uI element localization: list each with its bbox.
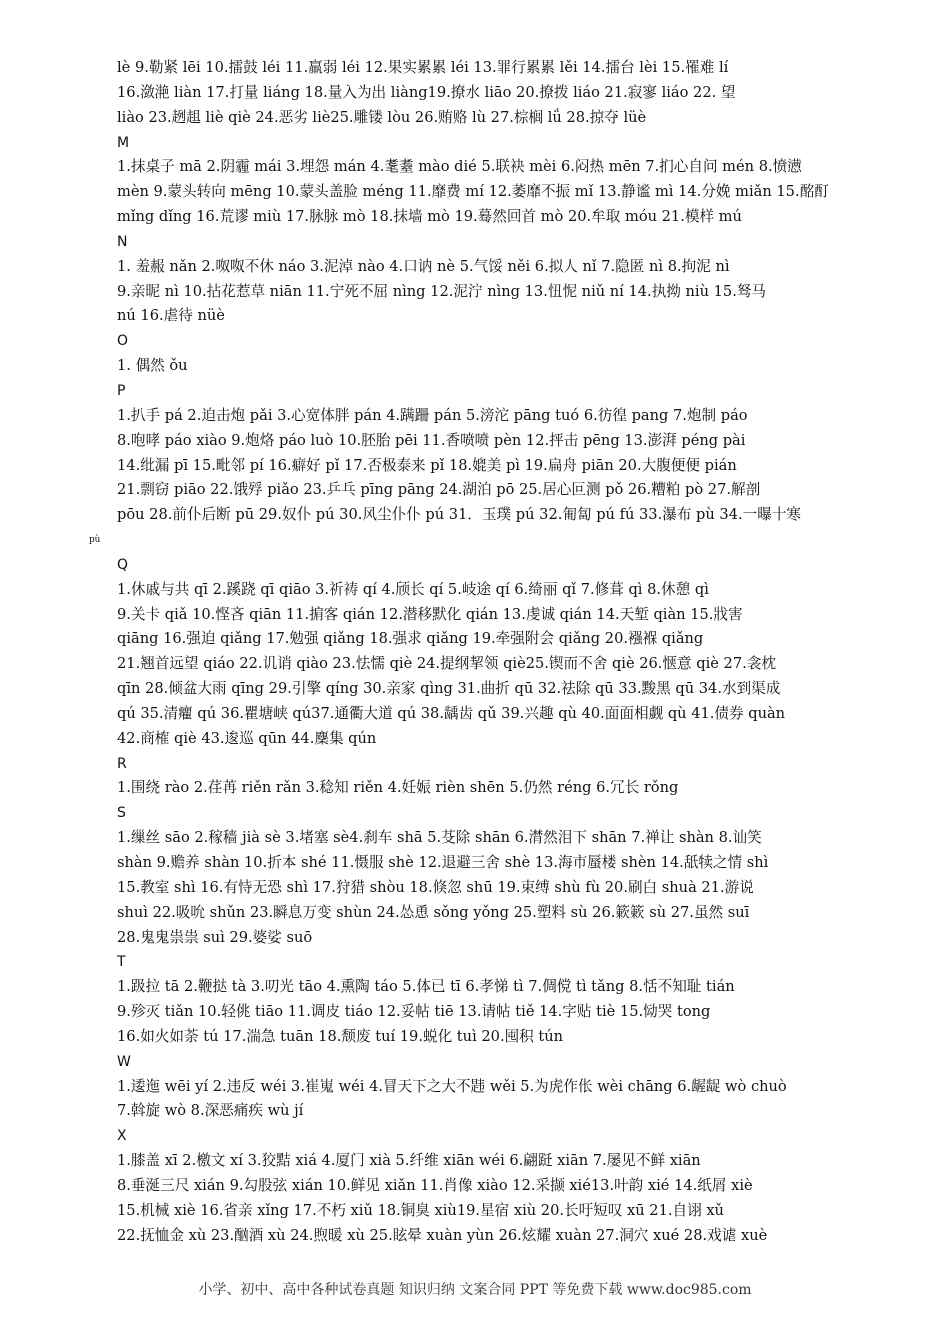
page-footer: 小学、初中、高中各种试卷真题 知识归纳 文案合同 PPT 等免费下载 www.doc985.com <box>198 1282 752 1298</box>
text-line: 15.机械 xiè 16.省亲 xǐng 17.不朽 xiǔ 18.铜臭 xiù19.星宿 xiù 20.长吁短叹 xū 21.自诩 xǔ <box>117 1201 724 1219</box>
text-line: 15.教室 shì 16.有恃无恐 shì 17.狩猎 shòu 18.倏忽 shū 19.束缚 shù fù 20.刷白 shuà 21.游说 <box>117 878 754 896</box>
text-line: 1.休戚与共 qī 2.蹊跷 qī qiāo 3.祈祷 qí 4.颀长 qí 5.岐途 qí 6.绮丽 qǐ 7.修葺 qì 8.休憩 qì <box>117 580 709 598</box>
text-line: qú 35.清癯 qú 36.瞿塘峡 qú37.通衢大道 qú 38.龋齿 qǔ 39.兴趣 qù 40.面面相觑 qù 41.债券 quàn <box>117 704 786 722</box>
text-line: 7.斡旋 wò 8.深恶痛疾 wù jí <box>117 1102 304 1120</box>
text-line: 1.抹桌子 mā 2.阴霾 mái 3.埋怨 mán 4.耄耋 mào dié 5.联袂 mèi 6.闷热 mēn 7.扪心自问 mén 8.愤懑 <box>117 158 802 176</box>
text-line: 1.逶迤 wēi yí 2.违反 wéi 3.崔嵬 wéi 4.冒天下之大不韪 wěi 5.为虎作伥 wèi chāng 6.龌龊 wò chuò <box>117 1077 787 1095</box>
text-line: qiāng 16.强迫 qiǎng 17.勉强 qiǎng 18.强求 qiǎng 19.牵强附会 qiǎng 20.襁褓 qiǎng <box>117 630 704 648</box>
section-letter: R <box>117 755 127 772</box>
text-line: 8.垂涎三尺 xián 9.勾股弦 xián 10.鲜见 xiǎn 11.肖像 xiào 12.采撷 xié13.叶韵 xié 14.纸屑 xiè <box>117 1176 753 1194</box>
text-line: shuì 22.吸吮 shǔn 23.瞬息万变 shùn 24.怂恿 sǒng yǒng 25.塑料 sù 26.簌簌 sù 27.虽然 suī <box>117 903 750 921</box>
text-line: mèn 9.蒙头转向 mēng 10.蒙头盖脸 méng 11.靡费 mí 12.萎靡不振 mǐ 13.静谧 mì 14.分娩 miǎn 15.酩酊 <box>117 183 829 201</box>
text-line: 21.剽窃 piāo 22.饿殍 piǎo 23.乒乓 pīng pāng 24.湖泊 pō 25.居心叵测 pǒ 26.糟粕 pò 27.解剖 <box>117 481 761 499</box>
text-line: pōu 28.前仆后断 pū 29.奴仆 pú 30.风尘仆仆 pú 31．玉璞 pú 32.匍匐 pú fú 33.瀑布 pù 34.一曝十寒 <box>117 506 802 524</box>
section-letter: W <box>117 1053 131 1070</box>
section-letter: N <box>117 233 128 250</box>
text-line: 1. 偶然 ǒu <box>117 357 188 375</box>
text-line: 22.抚恤金 xù 23.酗酒 xù 24.煦暖 xù 25.眩晕 xuàn yùn 26.炫耀 xuàn 27.洞穴 xué 28.戏谑 xuè <box>117 1226 768 1244</box>
text-line: 1.围绕 rào 2.荏苒 riěn rǎn 3.稔知 riěn 4.妊娠 rièn shēn 5.仍然 réng 6.冗长 rǒng <box>117 779 679 797</box>
text-line: liào 23.趔趄 liè qiè 24.恶劣 liè25.雕镂 lòu 26.贿赂 lù 27.棕榈 lǘ 28.掠夺 lüè <box>117 108 647 126</box>
section-letter: Q <box>117 556 129 573</box>
text-line: 1.膝盖 xī 2.檄文 xí 3.狡黠 xiá 4.厦门 xià 5.纤维 xiān wéi 6.翩跹 xiān 7.屡见不鲜 xiān <box>117 1152 701 1170</box>
text-line: 42.商榷 qiè 43.逡巡 qūn 44.麇集 qún <box>117 729 377 747</box>
section-letter: T <box>117 954 126 971</box>
section-letter: O <box>117 333 129 350</box>
text-line: pù <box>89 535 101 546</box>
text-line: 9.殄灭 tiǎn 10.轻佻 tiāo 11.调皮 tiáo 12.妥帖 tiē 13.请帖 tiě 14.字贴 tiè 15.恸哭 tong <box>117 1003 711 1021</box>
text-line: shàn 9.赡养 shàn 10.折本 shé 11.慑服 shè 12.退避三舍 shè 13.海市蜃楼 shèn 14.舐犊之情 shì <box>117 854 769 871</box>
text-line: mǐng dǐng 16.荒谬 miù 17.脉脉 mò 18.抹墙 mò 19.蓦然回首 mò 20.牟取 móu 21.模样 mú <box>117 208 742 226</box>
text-line: 21.翘首远望 qiáo 22.讥诮 qiào 23.怯懦 qiè 24.提纲挈领 qiè25.锲而不舍 qiè 26.惬意 qiè 27.衾枕 <box>117 655 776 673</box>
section-letter: M <box>117 134 130 151</box>
text-line: 14.纰漏 pī 15.毗邻 pí 16.癖好 pǐ 17.否极泰来 pǐ 18.媲美 pì 19.扁舟 piān 20.大腹便便 pián <box>117 456 737 474</box>
text-line: 9.亲昵 nì 10.拈花惹草 niān 11.宁死不屈 nìng 12.泥泞 nìng 13.忸怩 niǔ ní 14.执拗 niù 15.驽马 <box>117 282 767 300</box>
text-line: 1.缫丝 sāo 2.稼穑 jià sè 3.堵塞 sè4.刹车 shā 5.芟除 shān 6.潸然泪下 shān 7.禅让 shàn 8.讪笑 <box>117 829 762 847</box>
text-line: 8.咆哮 páo xiào 9.炮烙 páo luò 10.胚胎 pēi 11.香喷喷 pèn 12.抨击 pēng 13.澎湃 péng pài <box>117 431 746 449</box>
text-line: 16.潋滟 liàn 17.打量 liáng 18.量入为出 liàng19.撩水 liāo 20.撩拨 liáo 21.寂寥 liáo 22. 望 <box>117 83 736 101</box>
text-line: qīn 28.倾盆大雨 qīng 29.引擎 qíng 30.亲家 qìng 31.曲折 qū 32.祛除 qū 33.黢黑 qū 34.水到渠成 <box>117 680 781 698</box>
text-line: lè 9.勒紧 lēi 10.擂鼓 léi 11.羸弱 léi 12.果实累累 léi 13.罪行累累 lěi 14.擂台 lèi 15.罹难 lí <box>117 59 729 76</box>
section-letter: X <box>117 1128 127 1145</box>
pinyin-word-list <box>89 56 857 1249</box>
text-line: nú 16.虐待 nüè <box>117 307 225 325</box>
text-line: 28.鬼鬼祟祟 suì 29.婆娑 suō <box>117 928 313 946</box>
text-line: 9.关卡 qiǎ 10.悭吝 qiān 11.掮客 qián 12.潜移默化 qián 13.虔诚 qián 14.天堑 qiàn 15.戕害 <box>117 605 743 623</box>
text-line: 1.扒手 pá 2.迫击炮 pǎi 3.心宽体胖 pán 4.蹒跚 pán 5.滂沱 pāng tuó 6.彷徨 pang 7.炮制 páo <box>117 406 748 424</box>
section-letter: S <box>117 805 126 822</box>
section-letter: P <box>117 382 126 399</box>
text-line: 16.如火如荼 tú 17.湍急 tuān 18.颓废 tuí 19.蜕化 tuì 20.囤积 tún <box>117 1027 564 1045</box>
text-line: 1.趿拉 tā 2.鞭挞 tà 3.叨光 tāo 4.熏陶 táo 5.体已 tī 6.孝悌 tì 7.倜傥 tì tǎng 8.恬不知耻 tián <box>117 978 735 996</box>
text-line: 1. 羞赧 nǎn 2.呶呶不休 náo 3.泥淖 nào 4.口讷 nè 5.气馁 něi 6.拟人 nǐ 7.隐匿 nì 8.拘泥 nì <box>117 257 730 275</box>
